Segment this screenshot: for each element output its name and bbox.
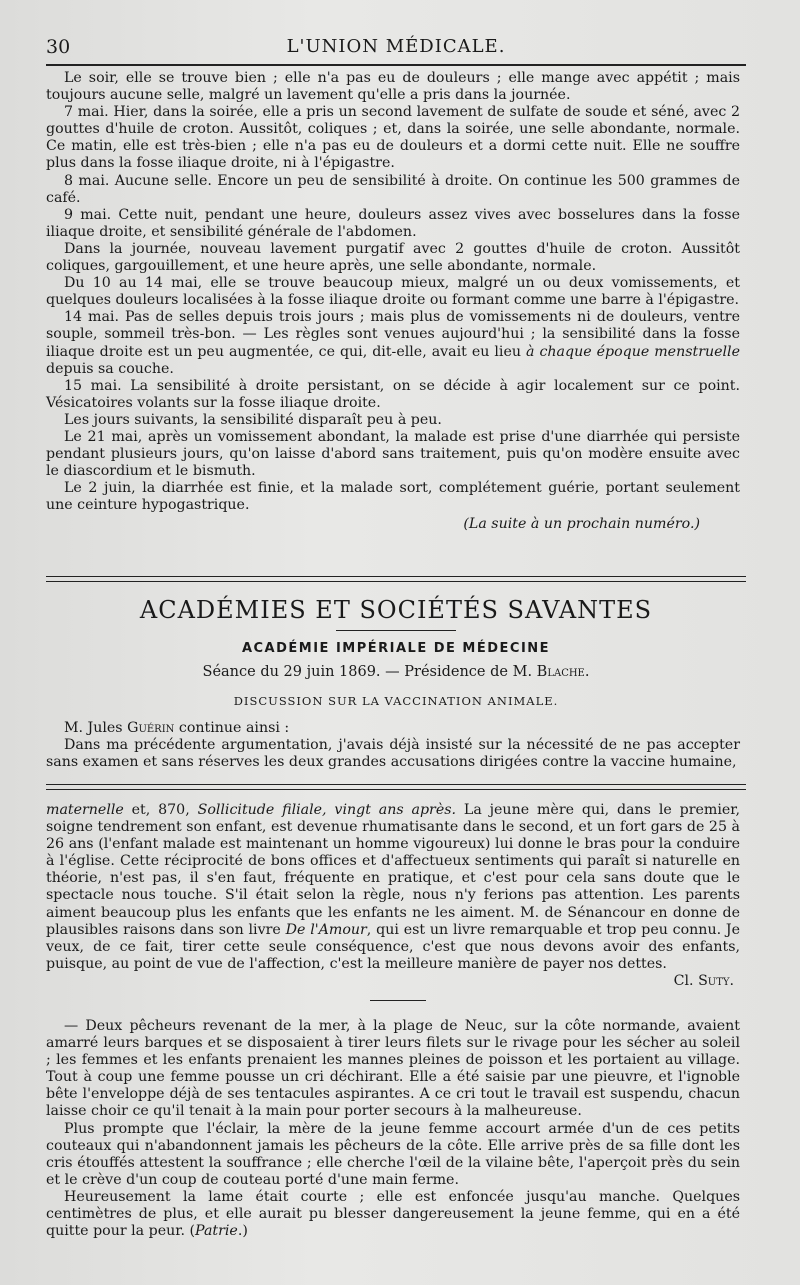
paragraph: [46, 1189, 740, 1240]
text-run: depuis sa couche.: [46, 360, 174, 377]
academy-heading: ACADÉMIE IMPÉRIALE DE MÉDECINE: [241, 641, 551, 656]
section-title: ACADÉMIES ET SOCIÉTÉS SAVANTES: [139, 596, 653, 624]
text-run: 14 mai. Pas de selles depuis trois jours ; mais plus de vomissements ni de douleurs, ventre souple, sommeil très-bon. — Les règles sont venues aujourd'hui ; la sensibilité dans la fosse iliaque droite est un peu augmentée, ce qui, dit-elle, avait eu lieu: [46, 309, 740, 360]
paragraph: Dans ma précédente argumentation, j'avais déjà insisté sur la nécessité de ne pas accepter sans examen et sans réserves les deux grandes accusations dirigées contre la vaccine humaine,: [46, 737, 740, 771]
paragraph: Le 21 mai, après un vomissement abondant, la malade est prise d'une diarrhée qui persiste pendant plusieurs jours, qu'on laisse d'abord sans traitement, puis qu'on modère ensuite avec le diascordium et le bismuth.: [46, 428, 740, 480]
text-run: continue ainsi :: [174, 720, 290, 736]
italic-run: Patrie: [195, 1223, 238, 1240]
session-line: [46, 664, 746, 680]
paragraph: 9 mai. Cette nuit, pendant une heure, douleurs assez vives avec bosselures dans la fosse iliaque droite, et sensibilité générale de l'abdomen.: [46, 206, 740, 240]
text-run: .: [584, 664, 590, 680]
text-run: Heureusement la lame était courte ; elle est enfoncée jusqu'au manche. Quelques centimètres de plus, et elle aurait pu blesser dangereusement la jeune femme, qui en a été quitte pour la peur. (: [46, 1188, 740, 1240]
news-item: [46, 1018, 740, 1240]
paragraph: 7 mai. Hier, dans la soirée, elle a pris un second lavement de sulfate de soude et séné, avec 2 gouttes d'huile de croton. Aussitôt, coliques ; et, dans la soirée, une selle abondante, normale. Ce matin, elle est très-bien ; elle n'a pas eu de douleurs et a dormi cette nuit. Elle ne souffre plus dans la fosse iliaque droite, ni à l'épigastre.: [46, 104, 740, 172]
text-run: Cl.: [673, 972, 699, 989]
running-title: L'UNION MÉDICALE.: [286, 36, 506, 57]
section-divider: [46, 576, 746, 582]
speaker-line: [46, 720, 740, 737]
page-number: 30: [46, 36, 71, 58]
text-run: et, 870,: [123, 802, 198, 818]
speaker-name: Guérin: [127, 720, 175, 736]
paragraph: Plus prompte que l'éclair, la mère de la jeune femme accourt armée d'un de ces petits couteaux qui n'abandonnent jamais les pêcheurs de la côte. Elle arrive près de sa fille dont les cris étouffés attestent la souffrance ; elle cherche l'œil de la vilaine bête, l'aperçoit près du sein et le crève d'un coup de couteau porté d'une main ferme.: [46, 1120, 740, 1188]
signature: [46, 973, 740, 990]
italic-run: De l'Amour: [285, 921, 367, 938]
paragraph: Le 2 juin, la diarrhée est finie, et la malade sort, complétement guérie, portant seulement une ceinture hypogastrique.: [46, 480, 740, 514]
text-run: Séance du 29 juin 1869. — Présidence de M.: [202, 664, 537, 680]
paragraph: 15 mai. La sensibilité à droite persistant, on se décide à agir localement sur ce point. Vésicatoires volants sur la fosse iliaque droite.: [46, 377, 740, 411]
text-run: .: [729, 972, 734, 989]
paragraph: Dans la journée, nouveau lavement purgatif avec 2 gouttes d'huile de croton. Aussitôt coliques, gargouillement, et une heure après, une selle abondante, normale.: [46, 240, 740, 275]
paragraph: [46, 309, 740, 377]
header-rule: [46, 64, 746, 66]
separator-rule: [370, 1000, 426, 1001]
paragraph: Du 10 au 14 mai, elle se trouve beaucoup mieux, malgré un ou deux vomissements, et quelques douleurs localisées à la fosse iliaque droite ou formant comme une barre à l'épigastre.: [46, 275, 740, 309]
paragraph: Le soir, elle se trouve bien ; elle n'a pas eu de douleurs ; elle mange avec appétit ; mais toujours aucune selle, malgré un lavement qu'elle a pris dans la journée.: [46, 70, 740, 104]
case-report-article: [46, 70, 740, 534]
academy-text: [46, 720, 740, 771]
paragraph: — Deux pêcheurs revenant de la mer, à la plage de Neuc, sur la côte normande, avaient amarré leurs barques et se disposaient à tirer leurs filets sur le rivage pour les sécher au soleil ; les femmes et les enfants prenaient les mannes pleines de poisson et les portaient au village. Tout à coup une femme pousse un cri déchirant. Elle a été saisie par une pieuvre, et l'ignoble bête l'enveloppe déjà de ses tentacules aspirantes. A ce cri tout le travail est suspendu, chacun laisse choir ce qu'il tenait à la main pour porter secours à la malheureuse.: [46, 1018, 740, 1120]
page-header: [46, 34, 746, 62]
to-be-continued: (La suite à un prochain numéro.): [463, 516, 700, 533]
paragraph: [46, 802, 740, 973]
text-run: M. Jules: [64, 720, 128, 736]
feuilleton-column: [46, 802, 740, 990]
title-underline: [336, 630, 456, 631]
paragraph: 8 mai. Aucune selle. Encore un peu de sensibilité à droite. On continue les 500 grammes de café.: [46, 172, 740, 206]
author-name: Suty: [698, 972, 730, 989]
paragraph: Les jours suivants, la sensibilité disparaît peu à peu.: [64, 411, 442, 428]
president-name: Blache: [536, 664, 585, 680]
text-run: La jeune mère qui, dans le premier, soigne tendrement son enfant, est devenue rhumatisante dans le second, et un fort gars de 25 à 26 ans (l'enfant malade est maintenant un homme vigoureux) lui donne le bras pour la conduire à l'église. Cette réciprocité de bons offices et d'affectueux sentiments qui paraît si naturelle en théorie, n'est pas, il s'en faut, fréquente en pratique, et c'est pour cela sans doute que le spectacle nous touche. S'il était selon la règle, nous n'y ferions pas attention. Les parents aiment beaucoup plus les enfants que les enfants ne les aiment. M. de Sénancour en donne de plausibles raisons dans son livre: [46, 802, 740, 938]
italic-run: maternelle: [46, 802, 124, 818]
text-run: .): [237, 1223, 248, 1240]
feuilleton-divider: [46, 784, 746, 790]
italic-run: Sollicitude filiale, vingt ans après.: [197, 802, 457, 818]
text-run: , qui est un livre remarquable et trop peu connu. Je veux, de ce fait, tirer cette seule conséquence, c'est que nous devons avoir des enfants, puisque, au point de vue de l'affection, c'est la meilleure manière de payer nos dettes.: [46, 921, 740, 972]
italic-run: à chaque époque menstruelle: [526, 343, 740, 360]
discussion-heading: DISCUSSION SUR LA VACCINATION ANIMALE.: [233, 694, 559, 708]
